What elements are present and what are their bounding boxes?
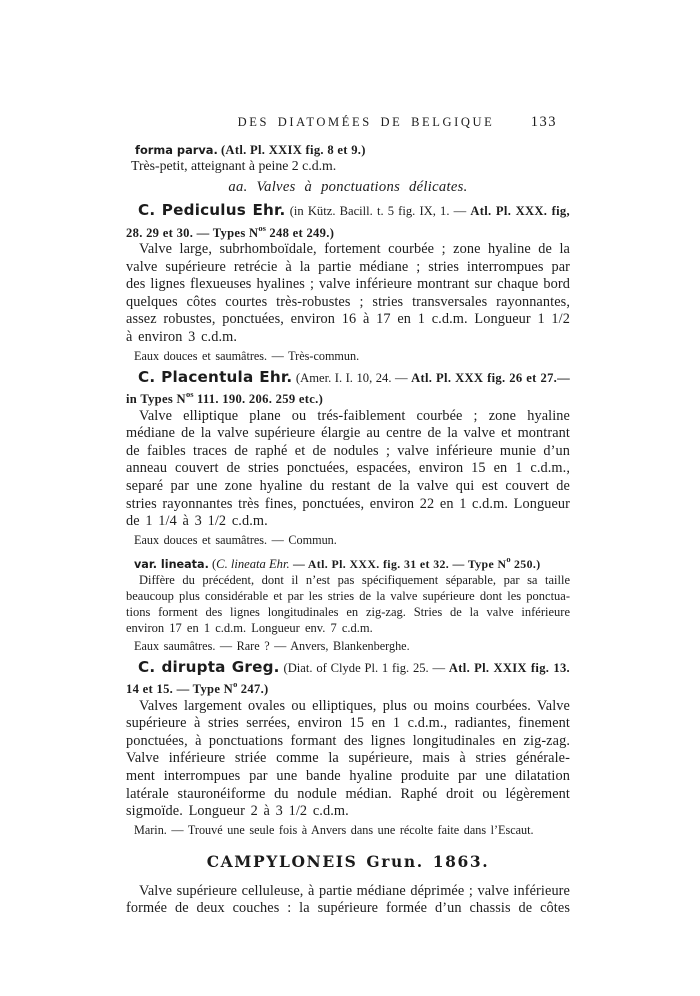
citation-italic: C. lineata Ehr. — [216, 556, 290, 571]
text-line: assez robustes, ponctuées, environ 16 à 17 en 1 c.d.m. Longueur 1 1/2 — [126, 311, 570, 328]
text-line: Valve inférieure striée comme la supérieure, mais à stries générale- — [126, 750, 570, 767]
text-line: beaucoup plus considérable et par les stries de la valve supérieure dont les ponctua- — [126, 588, 570, 603]
subsection-heading: aa. Valves à ponctuations délicates. — [228, 179, 468, 195]
text-line: ment interrompues par une bande hyaline produite par une dilatation — [126, 767, 570, 784]
species-name: C. dirupta Greg. — [138, 657, 280, 676]
genus-description — [126, 883, 570, 918]
text-line: Valve elliptique plane ou trés-faiblement courbée ; zone hyaline — [139, 407, 570, 424]
text-line: sigmoïde. Longueur 2 à 3 1/2 c.d.m. — [126, 803, 349, 820]
text-line: environ 17 en 1 c.d.m. Longueur env. 7 c.d.m. — [126, 621, 373, 636]
citation-bold: — Atl. Pl. XXX. fig. 31 et 32. — Type N — [289, 556, 507, 571]
citation-bold: 250.) — [510, 556, 541, 571]
text-line: Diffère du précédent, dont il n’est pas spécifiquement séparable, par sa taille — [139, 572, 570, 587]
species-heading-placentula — [126, 369, 570, 408]
text-line: quelques côtes courtes très-robustes ; stries transversales rayonnantes, — [126, 293, 570, 310]
species-citation: (Amer. I. I. 10, 24. — — [295, 370, 412, 385]
species-citation-bold: Atl. Pl. XXIX fig. 13. 14 et 15. — Type N — [126, 660, 570, 697]
habitat-note-placentula: Eaux douces et saumâtres. — Commun. — [134, 532, 337, 547]
species-description-pediculus — [126, 241, 570, 347]
running-title: DES DIATOMÉES DE BELGIQUE — [237, 115, 495, 129]
text-line: de faibles traces de raphé et de nodules ; valve inférieure munie d’un — [126, 442, 570, 459]
genus-heading: CAMPYLONEIS Grun. 1863. — [206, 851, 490, 871]
variety-description-lineata — [126, 572, 570, 637]
text-line: Valve large, subrhomboïdale, fortement courbée ; zone hyaline de la — [139, 241, 570, 257]
species-heading-dirupta — [126, 659, 570, 698]
superscript: os — [258, 222, 266, 233]
superscript: o — [506, 553, 511, 564]
species-citation-bold: Atl. Pl. XXX. fig, 28. 29 et 30. — Types N — [126, 204, 570, 240]
species-citation-bold: 111. 190. 206. 259 etc.) — [193, 392, 324, 407]
species-citation-bold: 247.) — [237, 682, 269, 697]
text-line: des lignes flexueuses hyalines ; valve inférieure montrant sur chaque bord — [126, 276, 570, 293]
citation-open: ( — [208, 556, 217, 571]
text-line: de 1 1/4 à 3 1/2 c.d.m. — [126, 513, 268, 530]
text-line: tions forment des lignes longitudinales en zig-zag. Stries de la valve inférieure — [126, 605, 570, 620]
habitat-note-dirupta: Marin. — Trouvé une seule fois à Anvers dans une récolte faite dans l’Escaut. — [134, 822, 534, 837]
forma-parva-entry — [126, 142, 570, 174]
text-line: médiane de la valve supérieure élargie au centre de la valve et montrant — [126, 425, 570, 442]
species-description-placentula — [126, 408, 570, 531]
text-line: Valves largement ovales ou elliptiques, plus ou moins courbées. Valve — [139, 697, 570, 714]
text-block — [126, 114, 570, 918]
running-header — [126, 114, 570, 134]
species-heading-pediculus — [126, 202, 570, 241]
text-line: valve supérieure retrécie à la partie médiane ; stries interrompues par — [126, 258, 570, 275]
text-line: formée de deux couches : la supérieure formée d’un chassis de côtes — [126, 900, 570, 917]
text-line: ponctuées, à ponctuations formant des lignes longitudinales en zig-zag. — [126, 732, 570, 749]
species-name: C. Pediculus Ehr. — [138, 201, 286, 219]
text-line: supérieure à stries serrées, environ 15 en 1 c.d.m., radiantes, finement — [126, 715, 570, 732]
species-citation-bold: Atl. Pl. XXX fig. 26 et 27.— in Types N — [126, 370, 571, 407]
text-line: Valve supérieure celluleuse, à partie médiane déprimée ; valve inférieure — [139, 882, 570, 899]
habitat-note-lineata: Eaux saumâtres. — Rare ? — Anvers, Blankenberghe. — [134, 638, 410, 653]
forma-parva-citation: (Atl. Pl. XXIX fig. 8 et 9.) — [220, 143, 366, 157]
species-name: C. Placentula Ehr. — [138, 367, 293, 386]
superscript: os — [185, 389, 194, 400]
variety-heading-lineata — [126, 552, 570, 572]
species-description-dirupta — [126, 698, 570, 821]
text-line: stries rayonnantes très fines, ponctuées, environ 22 en 1 c.d.m. Longueur — [126, 495, 570, 512]
text-line: separé par une zone hyaline du restant de la valve qui est couvert de — [126, 477, 570, 494]
forma-parva-description: Très-petit, atteignant à peine 2 c.d.m. — [131, 158, 337, 173]
species-citation: (in Kütz. Bacill. t. 5 fig. IX, 1. — — [289, 204, 471, 218]
text-line: anneau couvert de stries ponctuées, espacées, environ 15 en 1 c.d.m., — [126, 460, 570, 477]
superscript: o — [233, 679, 238, 690]
text-line: à environ 3 c.d.m. — [126, 328, 238, 345]
species-citation: (Diat. of Clyde Pl. 1 fig. 25. — — [283, 660, 449, 675]
species-citation-bold: 248 et 249.) — [265, 225, 335, 240]
variety-label: var. lineata. — [134, 557, 209, 571]
page-number: 133 — [530, 114, 557, 130]
text-line: latérale stauronéiforme du nodule médian. Raphé droit ou légèrement — [126, 785, 570, 802]
forma-parva-heading — [126, 142, 570, 158]
forma-parva-label: forma parva. — [135, 143, 218, 157]
habitat-note-pediculus: Eaux douces et saumâtres. — Très-commun. — [134, 348, 360, 363]
